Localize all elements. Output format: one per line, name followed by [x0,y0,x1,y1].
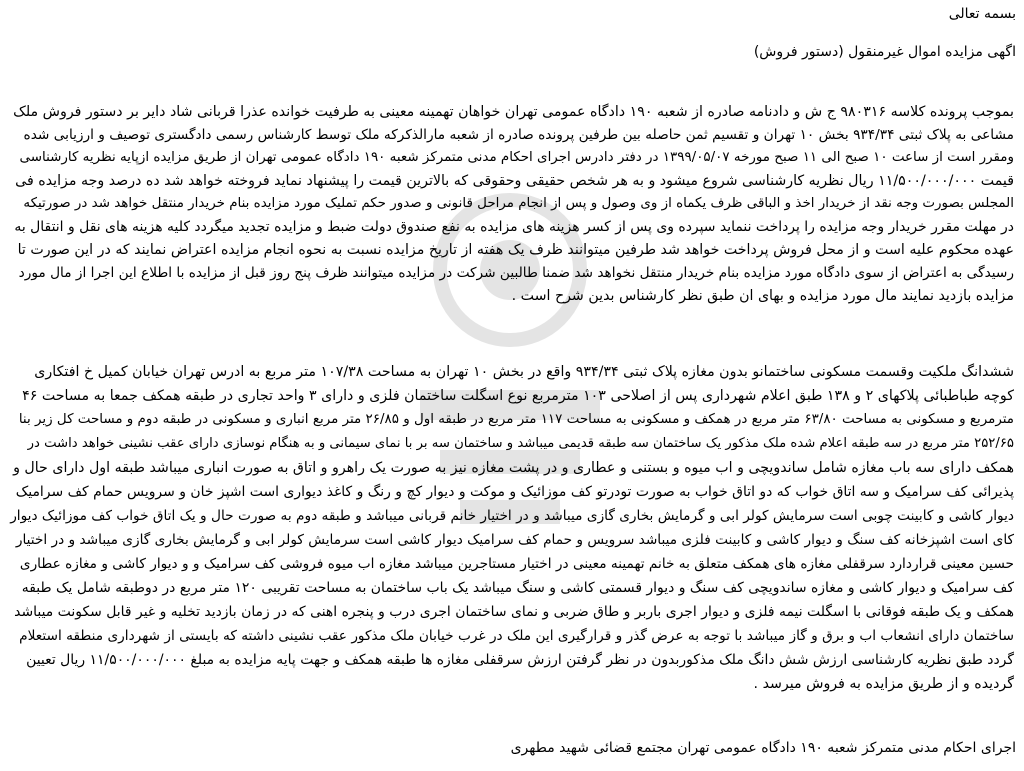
issuing-authority: اجرای احکام مدنی متمرکز شعبه ۱۹۰ دادگاه عمومی تهران مجتمع قضائی شهید مطهری [510,740,1016,756]
paragraph-line: مزایده بازدید نمایند مال مورد مزایده و بهای ان طبق نظر کارشناس بدین شرح است . [511,288,1014,304]
paragraph-line: عهده محکوم علیه است و از محل فروش پرداخت خواهد شد طرفین میتوانند ظرف یک هفته از تاریخ مزایده نسبت به نحوه انجام مزایده اعتراض نمایند که در این صورت تا [17,242,1014,258]
paragraph-line: در مهلت مقرر خریدار وجه مزایده را پرداخت ننماید سپرده وی پس از کسر هزینه های مزایده به نفع صندوق دولت ضبط و مزایده تجدید میگردد کلیه هزینه های نقل و انتقال به [14,219,1014,235]
paragraph-line: مشاعی به پلاک ثبتی ۹۳۴/۳۴ بخش ۱۰ تهران و تقسیم ثمن حاصله بین طرفین پرونده صادره از شعبه مارالذکرکه ملک توسط کارشناس رسمی دادگستری توصیف و ارزیابی شده [23,127,1014,143]
paragraph-line: بموجب پرونده کلاسه ۹۸۰۳۱۶ ج ش و دادنامه صادره از شعبه ۱۹۰ دادگاه عمومی تهران خواهان تهمینه معینی به طرفیت خوانده عذرا قربانی شاد دایر بر دستور فروش ملک [13,104,1014,120]
paragraph-line: کوچه طباطبائی پلاکهای ۲ و ۱۳۸ طبق اعلام شهرداری پس از اصلاحی ۱۰۳ مترمربع نوع اسگلت ساختمان فلزی و دارای ۳ واحد تجاری در طبقه همکف جمعا به مساحت ۴۶ [22,388,1014,404]
paragraph-line: ۲۵۲/۶۵ متر مربع در سه طبقه اعلام شده ملک مذکور یک ساختمان سه طبقه قدیمی میباشد و ساختمان سه بر با نمای سیمانی و به هنگام نوسازی دارای عقب نشینی خواهد داشت در [27,436,1014,451]
paragraph-line: کف سرامیک و دیوار کاشی و مغازه ساندویچی کف سنگ و دیوار قسمتی کاشی و سنگ میباشد یک باب ساختمان به مساحت تقریبی ۱۲۰ متر مربع در دوطبقه شامل یک طبقه [21,580,1014,596]
paragraph-line: همکف دارای سه باب مغازه شامل ساندویچی و اب میوه و بستنی و عطاری و در پشت مغازه نیز به صورت یک راهرو و اتاق به صورت انباری میباشد طبقه اول دارای حال و [13,460,1014,476]
invocation-text: بسمه تعالی [948,6,1016,22]
paragraph-line: ششدانگ ملکیت وقسمت مسکونی ساختمانو بدون مغازه پلاک ثبتی ۹۳۴/۳۴ واقع در بخش ۱۰ تهران به مساحت ۱۰۷/۳۸ متر مربع به ادرس تهران خیابان کمیل خ افتکاری [34,364,1014,380]
notice-title: اگهی مزایده اموال غیرمنقول (دستور فروش) [753,44,1016,60]
paragraph-line: رسیدگی به اعتراض از سوی دادگاه مورد مزایده بنام خریدار منتقل نخواهد شد ضمنا طالبین شرکت در مزایده میتوانند ظرف پنج روز قبل از مزایده با اطلاع این اجرا از مال مورد [18,265,1014,281]
paragraph-line: دیوار کاشی و کابینت چوبی است سرمایش کولر ابی و گرمایش بخاری گازی میباشد و در اختیار خانم قربانی میباشد و طبقه دوم به صورت حال و یک اتاق خواب کف موزائیک دیوار [10,508,1014,524]
paragraph-line: پذیرائی کف سرامیک و سه اتاق خواب که دو اتاق خواب به صورت تودرتو کف موزائیک و موکت و دیوار کچ و رنگ و کاغذ دیواری است اشپز خان و سرویس حمام کف سرامیک [15,484,1014,500]
paragraph-line: گردیده و از طریق مزایده به فروش میرسد . [753,676,1014,692]
paragraph-line: قیمت ۱۱/۵۰۰/۰۰۰/۰۰۰ ریال نظریه کارشناسی شروع میشود و به هر شخص حقیقی وحقوقی که بالاترین قیمت را پیشنهاد نماید فروخته خواهد شد ده درصد وجه مزایده فی [15,173,1014,189]
paragraph-line: مترمربع و مسکونی به مساحت ۶۳/۸۰ متر مربع در همکف و مسکونی به مساحت ۱۱۷ متر مربع در طبقه اول و ۲۶/۸۵ متر مربع انباری و مسکونی در طبقه دوم و مساحت کل زیر بنا [18,412,1014,427]
paragraph-line: ومقرر است از ساعت ۱۰ صبح الی ۱۱ صبح مورخه ۱۳۹۹/۰۵/۰۷ در دفتر دادرس اجرای احکام مدنی متمرکز شعبه ۱۹۰ دادگاه عمومی تهران از طریق مزایده ازپایه نظریه کارشناسی [19,150,1014,165]
paragraph-line: همکف و یک طبقه فوقانی با اسگلت نیمه فلزی و دیوار اجری باربر و طاق ضربی و نمای ساختمان اجری درب و پنجره اهنی که در زمان بازدید تخلیه و غیر قابل سکونت میباشد [14,604,1014,620]
paragraph-line: کای است اشپزخانه کف سنگ و دیوار کاشی و کابینت فلزی میباشد سرویس و حمام کف سرامیک دیوار کاشی است سرمایش کولر ابی و گرمایش بخاری گازی میباشد و در اختیار [15,532,1014,548]
paragraph-line: المجلس بصورت وجه نقد از خریدار اخذ و الباقی ظرف یکماه از وی وصول و پس از انجام مراحل قانونی و صدور حکم تملیک مورد مزایده بنام خریدار منتقل خواهد شد در صورتیکه [23,196,1014,211]
paragraph-line: ساختمان دارای انشعاب اب و برق و گاز میباشد با توجه به عرض گذر و قرارگیری این ملک در غرب خیابان ملک مذکور عقب نشینی داشته که بایستی از شهرداری منطقه استعلام [19,628,1014,644]
paragraph-line: حسین معینی قراردارد سرقفلی مغازه های همکف متعلق به خانم تهمینه معینی در اختیار مستاجرین میباشد مغازه اب میوه فروشی کف سرامیک و و دیوار کاشی و مغازه عطاری [19,556,1014,572]
paragraph-line: گردد طبق نظریه کارشناسی ارزش شش دانگ ملک مذکوربدون در نظر گرفتن ارزش سرقفلی مغازه ها طبقه همکف و جهت پایه مزایده به مبلغ ۱۱/۵۰۰/۰۰۰/۰۰۰ ریال تعیین [26,652,1014,668]
